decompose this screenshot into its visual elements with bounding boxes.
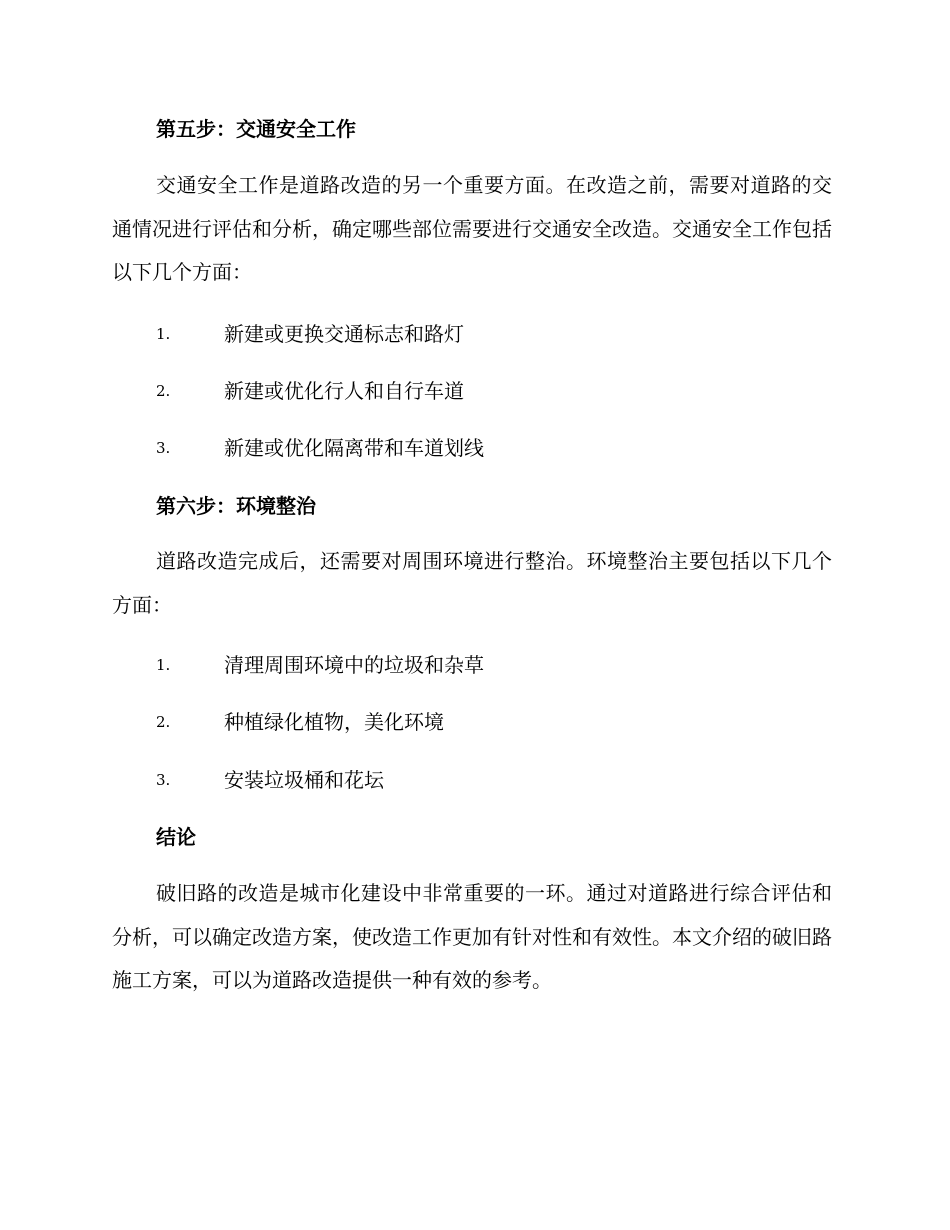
list-item-text: 新建或优化隔离带和车道划线 xyxy=(224,436,484,460)
list-item-text: 种植绿化植物，美化环境 xyxy=(224,710,444,734)
list-item-number: 3. xyxy=(156,439,171,457)
list-item-text: 新建或优化行人和自行车道 xyxy=(224,379,464,403)
section-heading-step5: 第五步：交通安全工作 xyxy=(156,117,356,141)
list-item-text: 清理周围环境中的垃圾和杂草 xyxy=(224,653,484,677)
section-paragraph-step6: 道路改造完成后，还需要对周围环境进行整治。环境整治主要包括以下几个方面： xyxy=(112,549,832,617)
list-item-number: 1. xyxy=(156,656,171,674)
list-item-number: 1. xyxy=(156,325,171,343)
section-paragraph-conclusion: 破旧路的改造是城市化建设中非常重要的一环。通过对道路进行综合评估和分析，可以确定改造方案，使改造工作更加有针对性和有效性。本文介绍的破旧路施工方案，可以为道路改造提供一种有效的参考。 xyxy=(112,881,832,992)
section-heading-conclusion: 结论 xyxy=(156,825,196,849)
list-item-number: 3. xyxy=(156,771,171,789)
list-item-number: 2. xyxy=(156,713,171,731)
list-item-text: 新建或更换交通标志和路灯 xyxy=(224,322,464,346)
section-paragraph-step5: 交通安全工作是道路改造的另一个重要方面。在改造之前，需要对道路的交通情况进行评估和分析，确定哪些部位需要进行交通安全改造。交通安全工作包括以下几个方面： xyxy=(112,173,832,284)
list-item-number: 2. xyxy=(156,382,171,400)
section-heading-step6: 第六步：环境整治 xyxy=(156,494,316,518)
list-item-text: 安装垃圾桶和花坛 xyxy=(224,768,384,792)
